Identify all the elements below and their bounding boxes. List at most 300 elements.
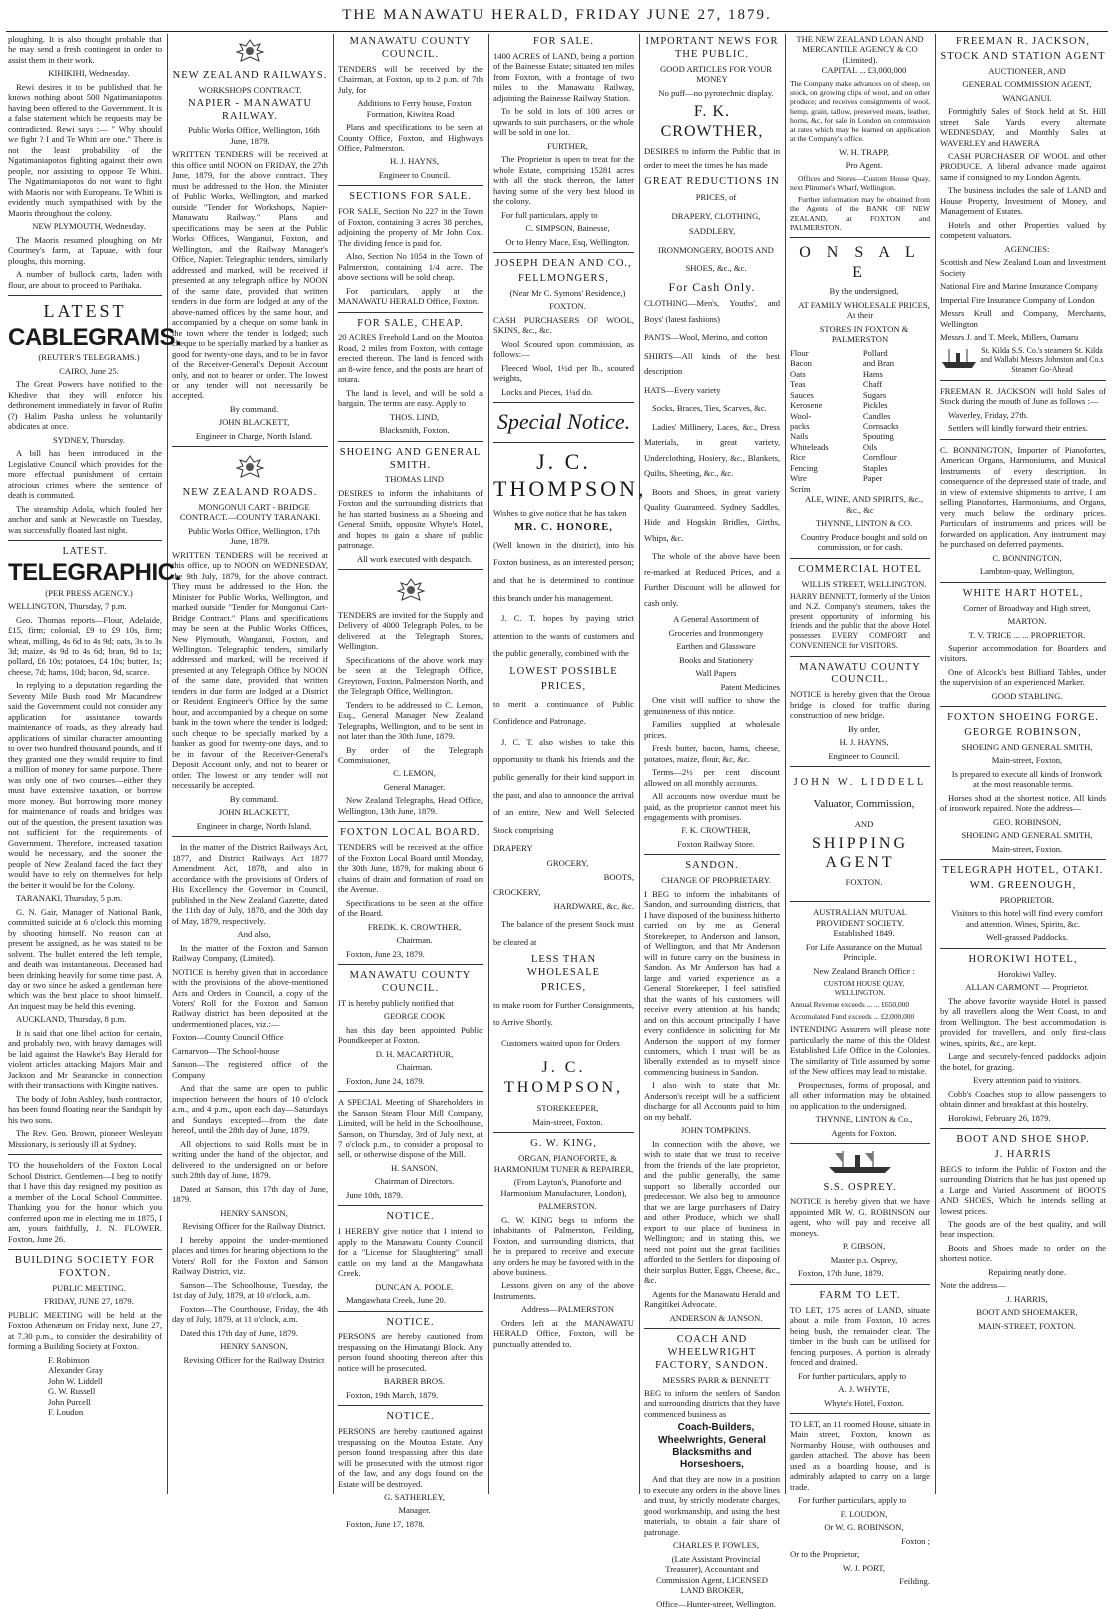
ad-title: FOR SALE. — [533, 36, 594, 47]
column-4 — [493, 34, 647, 1494]
news-paragraph: It is said that one libel action for certain, and probably two, with heavy damages will be laid against the Hawke's Bay Herald for violent articles attacking Majors Mair and Jackson and Mr Searancke in connection with their transactions with Kingite natives. — [8, 1027, 162, 1091]
ad-text: TENDERS will be received at the office of the Foxton Local Board until Monday, the 30th June, 1879, for making about 6 chains of drain and formation of road on the Avenue. — [338, 842, 483, 895]
signature-title: Office—Hunter-street, Wellington. — [656, 1598, 776, 1609]
ad-subtitle: For Cash Only. — [668, 279, 756, 294]
signature: G. SATHERLEY, — [384, 1492, 445, 1502]
ad-subtitle: STORES IN FOXTON & PALMERSTON — [819, 323, 909, 345]
ad-subtitle: GOOD ARTICLES FOR YOUR MONEY — [659, 63, 773, 85]
signature-title: Chairman. — [396, 1062, 433, 1073]
goods-item: HARDWARE, &c, &c. — [553, 901, 634, 912]
ad-text: The Proprietor is open to treat for the whole Estate, comprising 15281 acres with all the stock thereon, the latter having some of the very best blood in the colony. — [493, 154, 634, 207]
signature-title: Whyte's Hotel, Foxton. — [824, 1397, 904, 1408]
news-paragraph: The Maoris resumed ploughing on Mr Courtney's farm, at Tapuae, with four ploughs, this morning. — [8, 234, 162, 266]
section-heading: LATEST. — [62, 546, 108, 558]
ad-title: G. W. KING, — [530, 1138, 597, 1150]
ad-text: Settlers will kindly forward their entries. — [948, 423, 1088, 434]
ad-text: The balance of the present Stock must be cleared at — [493, 918, 634, 947]
column-divider — [333, 34, 334, 1494]
ad-text: Annual Revenue exceeds ... ... £650,000 — [790, 1000, 910, 1010]
ad-subtitle: LOWEST POSSIBLE — [509, 666, 618, 678]
ad-text: A SPECIAL Meeting of Shareholders in the Sanson Steam Flour Mill Company, Limited, will be held in the Schoolhouse, Sanson, on Thursday, 3rd of July next, at 7 o'clock p.m., to consider a proposal to sell, or otherwise dispose of the Mill. — [338, 1097, 483, 1160]
signature-title: Pro Agent. — [845, 160, 883, 171]
ad-text: TENDERS are invited for the Supply and Delivery of 4000 Telegraph Poles, to be delivered at the Telegraph Stores, Wellington. — [338, 609, 483, 652]
ad-subtitle: PRICES, — [540, 680, 587, 692]
signature-title: Manager. — [398, 1505, 431, 1516]
ad-text: CASH PURCHASERS OF WOOL, SKINS, &c., &c. — [493, 314, 634, 336]
ad-text: AT FAMILY WHOLESALE PRICES, At their — [798, 299, 930, 321]
ad-text: CUSTOM HOUSE QUAY, WELLINGTON. — [823, 979, 905, 998]
ad-text: Accumulated Fund exceeds ... £2,000,000 — [790, 1012, 915, 1022]
ad-text: DESIRES to inform the Public that in order to meet the times he has made — [644, 146, 780, 170]
column-2 — [172, 34, 328, 1494]
ad-title: BUILDING SOCIETY FOR FOXTON. — [14, 1255, 156, 1279]
dateline: CAIRO, June 25. — [59, 365, 119, 376]
ad-text: The above favorite wayside Hotel is passed by all travellers along the West Coast, to and from Wellington. The best accommodation is provided for travellers, and only first-class wines, spirits, &c., are kept. — [940, 995, 1106, 1048]
ad-text: (Well known in the district), into his Foxton business, as an interested person; and that he is determined to continue this branch under his management. — [493, 539, 634, 603]
ad-text: Hotels and other Properties valued by competent valuators. — [940, 219, 1106, 241]
ad-text: Established 1849. — [833, 928, 895, 939]
ad-text: Fresh butter, bacon, hams, cheese, potatoes, maize, flour, &c, &c. — [644, 743, 780, 764]
signature-title: Revising Officer for the Railway District. — [182, 1221, 326, 1232]
ad-text: J. C. T. hopes by paying strict attention to the wants of customers and the public generally, combined with the — [493, 613, 634, 659]
column-divider — [488, 34, 489, 1494]
ad-text: Every attention paid to visitors. — [972, 1075, 1082, 1086]
ad-text: Superior accommodation for Boarders and visitors. — [940, 642, 1106, 664]
signature: HENRY SANSON, — [220, 1341, 288, 1352]
ad-text: By command. — [229, 793, 279, 804]
ad-text: Books and Stationery — [679, 654, 753, 665]
goods-item: Paper — [862, 473, 883, 484]
ad-text: PROPRIETOR. — [999, 894, 1055, 905]
news-paragraph: Geo. Thomas reports—Flour, Adelaide, £15, firm; colonial, £9 to £9 10s, firm; wheat, milling, 4s 6d to 4s 9d; oats, 3s to 3s 3d; maize, 4s 9d to 4s 6d; bran, 9d to 1s; pollard, £6 10s; potatoes, £4 10s; butter, 1s; cheese, 7d; hams, 10d; bacon, 9d, scarce. — [8, 614, 162, 677]
ad-title: O N S A L E — [799, 244, 921, 281]
ad-text: MARTON. — [1007, 616, 1047, 627]
ad-text: Offices and Stores—Custom House Quay, next Plimmer's Wharf, Wellington. — [790, 173, 930, 192]
ad-subtitle: GREAT REDUCTIONS IN — [644, 175, 780, 187]
signatory: F. Loudon — [48, 1407, 84, 1418]
ad-subtitle: T. V. TRICE ... ... PROPRIETOR. — [968, 629, 1086, 640]
goods-item: Oils — [862, 441, 878, 452]
ad-text: Agents for the Manawatu Herald and Rangitikei Advocate. — [644, 1288, 780, 1310]
goods-item: Cornflour — [862, 452, 897, 463]
signature-title: MAIN-STREET, FOXTON. — [978, 1320, 1076, 1331]
ad-text: Address—PALMERSTON — [520, 1304, 615, 1315]
ad-text: Cobb's Coaches stop to allow passengers to obtain dinner and breakfast at this hostelry. — [940, 1088, 1106, 1110]
section-heading: CABLEGRAMS. — [8, 324, 182, 352]
ad-text: For further particulars, apply to — [798, 1370, 907, 1381]
ad-text: Foxton, 17th June, 1879. — [798, 1268, 884, 1279]
ad-text: C. BONNINGTON, Importer of Pianofortes, American Organs, Harmoniums, and Musical Instruments of every description. In consequence of the depressed state of trade, and in view of extensive shipments to arrive, I am selling Pianofortes, Harmoniums, and Organs, very much below the ordinary prices. Particulars of instruments and prices will be forwarded on application. Any instrument may be purchased on deferred payments. — [940, 444, 1106, 550]
ad-subtitle: FELLMONGERS, — [517, 272, 610, 284]
ad-text: Earthen and Glassware — [676, 641, 756, 652]
ad-text: By order, — [847, 723, 881, 734]
ad-text: DRAPERY, CLOTHING, SADDLERY, — [671, 210, 761, 237]
section-subheading: (PER PRESS AGENCY.) — [45, 587, 133, 598]
ad-subtitle: STOCK AND STATION AGENT — [940, 50, 1106, 62]
ad-title: AUSTRALIAN MUTUAL PROVIDENT SOCIETY. — [813, 907, 907, 928]
ad-text: SHOEING AND GENERAL SMITH, — [961, 742, 1093, 752]
royal-crest-icon — [172, 36, 328, 68]
signature: FREDK. K. CROWTHER, — [367, 921, 462, 932]
ad-text: A General Assortment of — [673, 614, 759, 625]
ad-text: Groceries and Ironmongery — [668, 627, 764, 638]
ad-title: NAPIER - MANAWATU RAILWAY. — [187, 97, 313, 122]
goods-item: Fencing Wire — [790, 462, 818, 484]
ad-text: To be sold in lots of 100 acres or upwards to suit purchasers, or the whole will be sold in one lot. — [493, 106, 634, 138]
ad-text: WANGANUI. — [1002, 92, 1052, 103]
dateline: NEW PLYMOUTH, Wednesday. — [32, 221, 146, 232]
goods-item: Cornsacks — [862, 421, 899, 431]
ad-text: has this day been appointed Public Poundkeeper at Foxton. — [338, 1024, 483, 1046]
ad-title: WHITE HART HOTEL, — [962, 587, 1084, 599]
ad-subtitle: PRICES, — [540, 981, 587, 993]
ad-text: NOTICE is hereby given that we have appointed MR W. G. ROBINSON our agent, who will pay and receive all moneys. — [790, 1196, 930, 1238]
ad-text: Corner of Broadway and High street, — [963, 602, 1091, 613]
signature: F. K. CROWTHER, — [681, 825, 751, 836]
ad-text: (Near Mr C. Symons' Residence,) — [509, 287, 626, 298]
column-divider — [935, 34, 936, 1494]
news-paragraph: The Rev. Geo. Brown, pioneer Wesleyan Missionary, is seriously ill at Sydney. — [8, 1128, 162, 1149]
signature-title: Master p.s. Osprey, — [830, 1254, 898, 1265]
signature: CHARLES P. FOWLES, — [673, 1540, 759, 1551]
ad-text: In connection with the above, we wish to state that we trust to receive from the friends of the late proprietor, and the public generally, the same support so liberally accorded our predecessor. We also beg to announce that we are large purchasers of Dairy and other Produce, which we shall export to our place of business in Wellington; and in stating this, we need not point out the great facilities afforded to the Settlers for disposing of their surplus Butter, Eggs, Cheese, &c., &c. — [644, 1138, 780, 1286]
ad-title: TELEGRAPH HOTEL, OTAKI. — [942, 865, 1104, 877]
ad-title: FOXTON LOCAL BOARD. — [340, 827, 481, 839]
ad-text: to make room for Further Consignments, to Arrive Shortly. — [493, 999, 634, 1028]
ad-text: PRICES, of — [695, 192, 737, 203]
news-paragraph: A bill has been introduced in the Legislative Council which provides for the more effectual punishment of certain atrocious crimes where the sentence of death is commuted. — [8, 448, 162, 501]
ad-text: New Zealand Branch Office : — [813, 965, 915, 976]
ad-text: Repairing neatly done. — [987, 1266, 1067, 1277]
ad-text: By the undersigned, — [829, 286, 899, 297]
ad-text: Large and securely-fenced paddocks adjoin the hotel, for grazing. — [940, 1051, 1106, 1072]
ad-text: Fleeced Wool, 1½d per lb., scoured weights, — [493, 362, 634, 384]
ad-title: COMMERCIAL HOTEL — [798, 563, 922, 575]
signature: C. BONNINGTON, — [992, 552, 1062, 563]
ad-title: BOOT AND SHOE SHOP. — [956, 1133, 1090, 1145]
goods-item: Oats — [790, 368, 806, 379]
signature-title: SHOEING AND GENERAL SMITH, — [961, 830, 1093, 841]
ad-text: FOR SALE, Section No 227 in the Town of Foxton, containing 3 acres 38 perches, adjoining the property of Mr John Cox. The dividing fence is paid for. — [338, 206, 483, 248]
ad-text: PUBLIC MEETING will be held at the Foxton Athenæum on Friday next, June 27, at 7.30 p.m., to consider the desirability of forming a Building Society at Foxton. — [8, 1309, 162, 1352]
ad-title: FOXTON SHOEING FORGE. — [947, 712, 1099, 724]
goods-item: Chaff — [862, 379, 883, 390]
masthead-title: THE MANAWATU HERALD, FRIDAY JUNE 27, 1879. — [342, 7, 772, 23]
ad-title: HOROKIWI HOTEL, — [968, 953, 1078, 965]
news-paragraph: A number of bullock carts, laden with flour, are about to proceed to Parihaka. — [8, 269, 162, 290]
signature: ANDERSON & JANSON. — [669, 1312, 763, 1323]
ad-text: Lessons given on any of the above Instruments. — [493, 1280, 634, 1301]
ad-text: Fortnightly Sales of Stock held at St. Hill street Sale Yards every alternate WEDNESDAY, and Monthly Sales at WAVERLEY and HAWERA — [940, 106, 1106, 148]
ad-text: Terms—2½ per cent discount allowed on all monthly accounts. — [644, 767, 780, 788]
news-paragraph: Rewi desires it to be published that he knows nothing about 500 Ngatimaniapotos having been offered to the Government. It is a false statement which he requests may be contradicted. Rewi says :— " Why should we fight ? I and Te Whiti are one." There is not the least probability of the Ngatimaniapotos fighting against their own people, nor assisting to oppose Te Whiti. The Ngatimaniapotos do not want to fight with Maoris nor with Europeans. Te Whiti is evidently much sympathised with by the Maoris throughout the colony. — [8, 81, 162, 218]
ad-text: Also, Section No 1054 in the Town of Palmerston, containing 1/4 acre. The above sections will be sold cheap. — [338, 251, 483, 283]
ad-text: June 10th, 1879. — [346, 1189, 403, 1200]
ad-text: BEG to inform the settlers of Sandon and surrounding districts that they have commenced business as — [644, 1387, 780, 1419]
signature-title: Foxton Railway Store. — [677, 838, 755, 849]
ad-text: Further information may be obtained from the Agents of the BANK OF NEW ZEALAND, at FOXTON and PALMERSTON. — [790, 195, 930, 232]
ad-text: New Zealand Telegraphs, Head Office, Wellington, 13th June, 1879. — [338, 795, 483, 816]
goods-item: Rice — [790, 452, 806, 463]
ad-text: For further particulars, apply to — [798, 1495, 907, 1506]
ad-text: Boots and Shoes made to order on the shortest notice. — [940, 1242, 1106, 1264]
ad-text: The Company make advances on of sheep, on stock, on growing clips of wool, and on other produce; and receives consignments of wool, hemp, grain, tallow, preserved meats, leather, horns, &c, for sale in London on commission at rates which may be learned on application at the Company's office. — [790, 78, 930, 144]
ad-text: Well-grassed Paddocks. — [986, 932, 1068, 943]
signature: J. HARRIS, — [1006, 1293, 1048, 1304]
ad-text: IRONMONGERY, BOOTS AND — [658, 244, 774, 255]
column-5 — [644, 34, 780, 1609]
signature-title: Foxton ; — [901, 1535, 930, 1546]
signature: GEO. ROBINSON, — [992, 816, 1062, 827]
signatory: John W. Liddell — [48, 1375, 103, 1386]
agency-item: Scottish and New Zealand Loan and Investment Society — [940, 257, 1106, 278]
ad-subtitle: MR. C. HONORE, — [514, 521, 613, 533]
signature-title: Chairman. — [396, 935, 433, 946]
goods-item: Flour — [790, 347, 809, 358]
goods-item: Wool-packs — [790, 410, 812, 431]
agency-item: Messrs Krull and Company, Merchants, Wellington — [940, 308, 1106, 329]
ad-text: Note the address— — [940, 1280, 1006, 1291]
signature: P. GIBSON, — [842, 1241, 886, 1252]
ad-text: Tenders to be addressed to C. Lemon, Esq., General Manager New Zealand Telegraphs, Wellington, and to be sent in not later than the 30th June, 1879. — [338, 699, 483, 742]
goods-item: Teas — [790, 379, 806, 390]
ad-title: SANDON. — [685, 860, 739, 872]
ad-text: Locks and Pieces, 1¼d do. — [501, 386, 593, 397]
ad-text: FOXTON. — [845, 876, 883, 887]
ad-text: Wall Papers — [695, 668, 737, 679]
ad-text: In the matter of the District Railways Act, 1877, and District Railways Act 1877 Amendment Act, 1878, and also in accordance with the provisions of Orders of His Excellency the Governor in Council, published in the New Zealand Gazette, dated the 11th day of July, 1878, and the 30th day of May, 1879, respectively. — [172, 842, 328, 926]
ad-text: BEGS to inform the Public of Foxton and the surrounding Districts that he has just opened up a Large and Varied Assortment of BOOTS AND SHOES, Which he intends selling at lowest prices. — [940, 1163, 1106, 1216]
ad-subtitle: STOREKEEPER, — [536, 1103, 599, 1114]
ad-text: DESIRES to inform the inhabitants of Foxton and the surrounding districts that he has started business as a Shoeing and General Smith, opposite Whyte's Hotel, and hopes to gain a share of public patronage. — [338, 487, 483, 551]
ad-text: IT is hereby publicly notified that — [338, 997, 454, 1008]
ad-text: ALE, WINE, AND SPIRITS, &c., &c., &c — [805, 494, 923, 515]
ad-text: HARRY BENNETT, formerly of the Union and N.Z. Company's steamers, takes the present opportunity of informing his friends and the public that the above Hotel possesses EVERY COMFORT and CONVENIENCE for VISITORS. — [790, 592, 930, 650]
signature: HENRY SANSON, — [220, 1207, 288, 1218]
ad-text: FOXTON. — [549, 301, 586, 312]
column-divider — [167, 34, 168, 1494]
signature-title: Engineer in Charge, North Island. — [195, 430, 313, 441]
goods-item: Pollard and Bran — [862, 347, 895, 369]
ad-text: TENDERS will be received by the Chairman, at Foxton, up to 2 p.m. of 7th July, for — [338, 63, 483, 95]
ad-text: All work executed with despatch. — [356, 553, 473, 564]
ad-text: The land is level, and will be sold a bargain. The terms are easy. Apply to — [338, 387, 483, 409]
signature: THOS. LIND, — [389, 411, 440, 422]
signature: F. LOUDON, — [840, 1508, 888, 1519]
ad-text: I hereby appoint the under-mentioned places and times for hearing objections to the Voters' Roll for the Foxton and Sanson Railway District, viz. — [172, 1234, 328, 1277]
ad-title: NEW ZEALAND ROADS. — [182, 486, 318, 498]
ad-subtitle: FURTHER, — [547, 140, 588, 151]
ad-text: CLOTHING—Men's, Youths', and Boys' (latest fashions) — [644, 298, 780, 324]
column-divider — [785, 34, 786, 1494]
ad-title: JOHN W. LIDDELL — [793, 777, 927, 789]
goods-item: Scrim — [790, 483, 811, 494]
ad-text: In the matter of the Foxton and Sanson Railway Company, (Limited). — [172, 942, 328, 964]
signature: C. SIMPSON, Bainesse, — [525, 223, 610, 234]
ad-text: Main-street, Foxton, — [991, 755, 1063, 766]
ad-subtitle: ALLAN CARMONT — Proprietor. — [965, 982, 1089, 993]
ad-subtitle: GEORGE ROBINSON, — [964, 727, 1082, 739]
column-7 — [940, 34, 1106, 1494]
news-paragraph: The Great Powers have notified to the Khedive that they will enforce his dethronement immediately in favor of Rufin (?) Halim Pasha unless he voluntarily abdicates at once. — [8, 379, 162, 432]
ad-text: The business includes the sale of LAND and House Property, Investment of Money, and Management of Estates. — [940, 185, 1106, 217]
ad-text: GENERAL COMMISSION AGENT, — [962, 79, 1092, 90]
ad-title: FOR SALE, CHEAP. — [357, 317, 464, 329]
ad-text: Wool Scoured upon commission, as follows:— — [493, 338, 634, 360]
ad-text: Sanson—The registered office of the Company — [172, 1059, 328, 1080]
ad-subtitle: J. HARRIS — [994, 1148, 1052, 1160]
ad-text: FREEMAN R. JACKSON will hold Sales of Stock during the mouth of June as follows :— — [940, 385, 1106, 407]
ad-title: NOTICE. — [386, 1211, 435, 1223]
signature-title: Or to Henry Mace, Esq, Wellington. — [505, 236, 630, 247]
ad-text: INTENDING Assurers will please note particularly the name of this the Oldest Established Life Office in the Colonies. The similarity of Title assumed by some of the New offices may lead to mistake. — [790, 1024, 930, 1077]
merchant-name: F. K. CROWTHER, — [660, 103, 764, 140]
ad-title: THE NEW ZEALAND LOAN AND MERCANTILE AGENCY & CO (Limited). — [796, 34, 924, 65]
ad-text: The goods are of the best quality, and will bear inspection. — [940, 1219, 1106, 1240]
ad-text: By command. — [229, 403, 279, 414]
dateline: KIHIKIHI, Wednesday. — [48, 68, 130, 79]
ad-text: Families supplied at wholesale prices. — [644, 719, 780, 740]
signature-title: Agents for Foxton. — [831, 1127, 897, 1138]
dateline: TARANAKI, Thursday, 5 p.m. — [16, 893, 123, 904]
signature: D. H. MACARTHUR, — [375, 1048, 454, 1059]
ad-text: And also, — [237, 929, 271, 940]
ad-title: NOTICE. — [386, 1316, 435, 1328]
ad-text: One visit will suffice to show the genuineness of this notice. — [644, 695, 780, 716]
steamship-icon — [790, 1149, 930, 1177]
signature: H. J. HAYNS, — [839, 737, 889, 748]
signature-title: Engineer to Council. — [378, 169, 451, 180]
ad-text: Mangawhata Creek, June 20. — [346, 1295, 446, 1306]
royal-crest-icon — [338, 575, 483, 607]
goods-item: BOOTS, — [603, 872, 634, 883]
ad-text: Specifications to be seen at the office of the Board. — [338, 897, 483, 919]
signature: H. J. HAYNS, — [389, 156, 440, 167]
ad-text: Plans and specifications to be seen at County Office, Foxton, and Highways Office, Palmerston. — [338, 122, 483, 153]
news-paragraph: G. N. Gair, Manager of National Bank, committed suicide at 6 o'clock this morning by shooting himself. No reason can at present be assigned, as he was stated to be solvent. The bullet entered the left temple, and death was instantaneous. Deceased had been drinking heavily for some time past. A day or two since he asked a gentleman here which was the best place to shoot himself. An inquest may be held this evening. — [8, 906, 162, 1011]
goods-item: Sugars — [862, 389, 887, 400]
ad-subtitle: ORGAN, PIANOFORTE, & HARMONIUM TUNER & REPAIRER, — [493, 1153, 634, 1174]
ad-text: TO LET, 175 acres of LAND, situate about a mile from Foxton, 10 acres being bush, the remainder clear. The timber in the bush can be utilised for fencing purposes. A portion is already fenced and drained. — [790, 1304, 930, 1368]
signature: JOHN TOMPKINS. — [681, 1125, 751, 1136]
signature-title: (Late Assistant Provincial Treasurer), Accountant and Commission Agent, LICENSED LAND BROKER, — [656, 1553, 768, 1596]
ad-title: JOSEPH DEAN AND CO., — [495, 258, 632, 270]
goods-item: Staples — [862, 462, 888, 473]
goods-item: Hams — [862, 368, 883, 379]
ad-subtitle: CHANGE OF PROPRIETARY. — [661, 875, 771, 886]
ad-text: Foxton, June 17, 1878. — [346, 1518, 425, 1529]
ad-title: MANAWATU COUNTY COUNCIL. — [349, 970, 472, 994]
ad-text: And that they are now in a position to execute any orders in the above lines and trust, by strictly moderate charges, good workmanship, and using the best materials, to obtain a fair share of patronage. — [644, 1474, 780, 1537]
ad-text: Customers waited upon for Orders — [501, 1037, 620, 1048]
ad-text: WRITTEN TENDERS will be received at this office until NOON on FRIDAY, the 27th June, 1879, for the above contract. They must be addressed to the Hon. the Minister of Public Works, Wellington, and marked outside "Tender for Workshops, Napier-Manawatu Railway." Plans and specifications may be seen at the Public Works Offices, Wanganui, Foxton, and Wellington, and the Railway Manager's Office, Napier. Telegraphic tenders, similarly addressed and marked, will be received if presented at any telegraph office by NOON of the same date, provided that written tenders in due form are lodged at any of the above-named offices by the same hour, and accompanied by a cheque on some bank in the town where the tender is lodged; such cheque to be specially marked by a banker as good for twenty-one days, and to be in favor of the Receiver-General's Deposit Account only, and not to bearer or order. The lowest or any tender will not necessarily be accepted. — [172, 149, 328, 401]
ad-text: 1400 ACRES of LAND, being a portion of the Bainesse Estate; situated ten miles from Foxton, with a frontage of two miles to the Manawatu Railway, adjoining the Bainesse Railway Station. — [493, 50, 634, 103]
news-paragraph: The body of John Ashley, bush contractor, has been found floating near the Sandspit by his two sons. — [8, 1093, 162, 1125]
signatory: F. Robinson — [48, 1354, 90, 1365]
ad-text: Visitors to this hotel will find every comfort and attention. Wines, Spirits, &c. — [951, 908, 1103, 929]
signature-title: Chairman of Directors. — [374, 1176, 455, 1187]
ad-text: I HEREBY give notice that I intend to apply to the Manawatu County Council for a "License for Slaughtering" small cattle on my land at the Mangawhata Creek. — [338, 1226, 483, 1279]
ad-text: AUCTIONEER, AND — [988, 65, 1066, 76]
ad-subtitle: MESSRS PARR & BENNETT — [662, 1374, 770, 1385]
ad-text: The whole of the above have been re-marked at Reduced Prices, and a Further Discount will be allowed for cash only. — [644, 551, 780, 608]
ad-subtitle: PUBLIC MEETING. — [52, 1282, 126, 1293]
ad-text: WRITTEN TENDERS will be received at this office, up to NOON on WEDNESDAY, the 9th July, 1879, for the above contract. They must be addressed to the Hon. the Minister for Public Works, Wellington, and marked outside "Tender for Mongonui Cart-Bridge Contract." Plans and specifications may be seen at the Public Works Offices, New Plymouth, Wanganui, Foxton, and Wellington. Telegraphic tenders, similarly addressed and marked, will be received if presented at any Telegraph Office by NOON of the same date, provided that written tenders in due form are lodged at a District or Resident Engineer's Office by the same hour, and accompanied by a cheque on some bank in the town where the tender is lodged; such cheque to be specially marked by a banker as good for twenty-one days, and to be in favour of the Receiver-General's Deposit Account only, and not to bearer or order. The lowest or any tender will not necessarily be accepted. — [172, 549, 328, 791]
ad-text: Dated this 17th day of June, 1879. — [180, 1327, 298, 1338]
merchant-name: J. C. THOMPSON, — [493, 448, 647, 501]
ad-text: CAPITAL ... £3,000,000 — [821, 65, 907, 76]
ad-text: Wishes to give notice that he has taken — [493, 508, 627, 519]
goods-item: CROCKERY, — [493, 886, 541, 897]
ad-subtitle: Valuator, Commission, — [813, 797, 915, 810]
ad-text: Or to the Proprietor, — [790, 1549, 860, 1560]
ad-text: AND — [854, 819, 874, 830]
goods-item: Pickles — [862, 400, 888, 411]
ad-text: NOTICE is hereby given that the Oroua bridge is closed for traffic during construction of new bridge. — [790, 689, 930, 721]
ad-title: MANAWATU COUNTY COUNCIL. — [799, 661, 921, 686]
ad-dateline: Public Works Office, Wellington, 17th June, 1879. — [188, 525, 320, 547]
ad-subtitle: Coach-Builders, Wheelwrights, General Blacksmiths and Horseshoers, — [658, 1422, 766, 1470]
signature-title: Revising Officer for the Railway District — [183, 1354, 325, 1365]
signature: DUNCAN A. POOLE. — [375, 1281, 454, 1292]
ad-subtitle: WILLIS STREET, WELLINGTON. — [801, 578, 927, 589]
ad-text: J. C. T. also wishes to take this opportunity to thank his friends and the public generally for their kind support in the past, and also to announce the arrival of an entire, New and Well Selected Stock comprising — [493, 736, 634, 835]
ad-text: Additions to Ferry house, Foxton Formation, Kiwitea Road — [357, 98, 472, 119]
signature: Or W. G. ROBINSON, — [824, 1522, 904, 1533]
column-divider — [639, 34, 640, 1494]
goods-item: Bacon — [790, 358, 812, 369]
ad-subtitle: SHIPPING AGENT — [811, 834, 908, 872]
ad-text: Waverley, Friday, 27th. — [948, 409, 1029, 420]
section-heading: TELEGRAPHIC. — [8, 559, 181, 587]
ad-text: PANTS—Wool, Merino, and cotton — [644, 332, 768, 343]
goods-list — [790, 348, 930, 495]
ad-subtitle: AGENCIES: — [1004, 243, 1050, 254]
agency-item: Imperial Fire Insurance Company of London — [940, 294, 1095, 305]
ad-text: By order of the Telegraph Commissioner, — [338, 744, 483, 765]
ad-text: Socks, Braces, Ties, Scarves, &c. — [652, 403, 767, 414]
ad-dateline: Public Works Office, Wellington, 16th June, 1879. — [188, 125, 320, 146]
goods-item: GROCERY, — [546, 857, 589, 868]
ad-text: Orders left at the MANAWATU HERALD Office, Foxton, will be punctually attended to. — [493, 1317, 634, 1349]
dateline: WELLINGTON, Thursday, 7 p.m. — [8, 601, 127, 612]
ad-text: Foxton, June 23, 1879. — [346, 948, 425, 959]
ad-text: Specifications of the above work may be seen at the Telegraph Office, Greytown, Foxton, Palmerston North, and the Telegraph Office, Wellington. — [338, 654, 483, 697]
masthead-rule — [6, 31, 1108, 32]
signatory: John Purcell — [48, 1396, 91, 1407]
agency-item: National Fire and Marine Insurance Company — [940, 281, 1099, 292]
goods-item: Kerosene — [790, 400, 823, 411]
dateline: SYDNEY, Thursday. — [53, 434, 125, 445]
ad-text: GOOD STABLING. — [991, 690, 1063, 701]
ad-text: For full particulars, apply to — [501, 209, 598, 220]
ad-title: FREEMAN R. JACKSON, — [956, 36, 1090, 47]
signature-title: Lambton-quay, Wellington, — [979, 566, 1075, 577]
signature: THYNNE, LINTON & Co., — [815, 1114, 913, 1125]
goods-item: DRAPERY — [493, 843, 533, 854]
signature-title: Blacksmith, Foxton. — [379, 425, 450, 436]
goods-item: Whiteleads — [790, 441, 829, 452]
signature: C. LEMON, — [393, 768, 436, 779]
ad-subtitle: WM. GREENOUGH, — [969, 880, 1077, 892]
goods-item: Spouting — [862, 431, 894, 442]
notice-paragraph: TO the householders of the Foxton Local School District. Gentlemen—I beg to notify that I have this day resigned my position as a member of the Local School Committee. Thanking you for the honor which you conferred upon me in electing me in 1875, I am, yours faithfully, J. N. FLOWER. Foxton, June 26. — [8, 1160, 162, 1244]
ad-title: SECTIONS FOR SALE. — [349, 191, 472, 203]
section-subheading: (REUTER'S TELEGRAMS.) — [38, 352, 140, 363]
ad-subtitle: LESS THAN WHOLESALE — [526, 954, 601, 978]
ad-subtitle: THYNNE, LINTON & CO. — [815, 518, 913, 529]
ad-text: I BEG to inform the inhabitants of Sandon, and surrounding districts, that I have disposed of the business hitherto carried on by me as General Storekeeper, to Anderson and Janson, of Wellington, and that Mr Anderson will in future carry on the business in Sandon. As Mr Anderson has had a large and varied experience as a General Storekeeper, I feel satisfied that the wants of his customers will receive every attention at his hands; and on this account principally I have every confidence in soliciting for Mr Anderson the support of my former customers, which I trust will be as liberally extended as to myself since commencing business in Sandon. — [644, 888, 780, 1077]
